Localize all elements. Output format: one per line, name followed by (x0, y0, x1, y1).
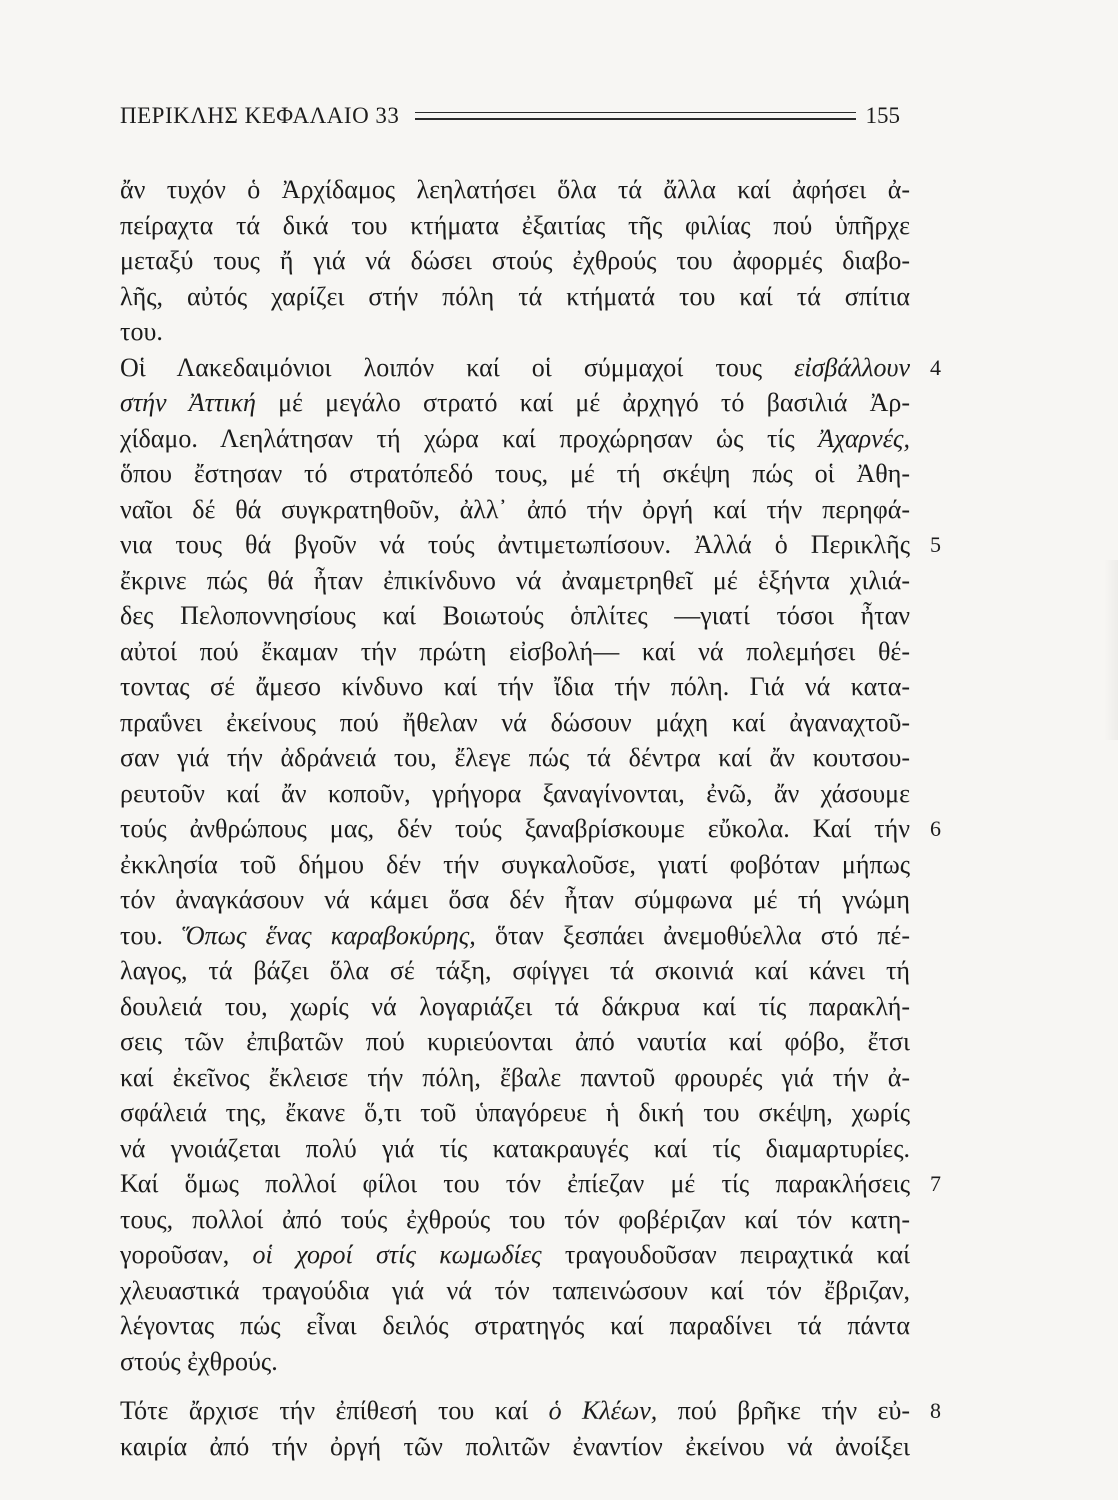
italic-phrase: οἱ χοροί στίς κωμωδίες (252, 1240, 542, 1269)
text-run: ὅπου ἔστησαν τό στρατόπεδό τους, μέ τή σκέψη πώς οἱ Ἀθη- (120, 459, 910, 488)
text-line (120, 1024, 910, 1060)
text-run: του. (120, 920, 182, 950)
text-run: σεις τῶν ἐπιβατῶν πού κυριεύονται ἀπό ναυτία καί φόβο, ἔτσι (120, 1027, 910, 1056)
italic-phrase: Ἀχαρνές, (818, 423, 910, 453)
text-line (120, 1273, 910, 1309)
body-text (120, 172, 941, 1464)
text-run: δες Πελοποννησίους καί Βοιωτούς ὁπλίτες —γιατί τόσοι ἦταν (120, 601, 910, 630)
text-run: νια τους θά βγοῦν νά τούς ἀντιμετωπίσουν. Ἀλλά ὁ Περικλῆς (120, 530, 910, 559)
text-run: τους, πολλοί ἀπό τούς ἐχθρούς του τόν φοβέριζαν καί τόν κατη- (120, 1204, 910, 1234)
text-run: ναῖοι δέ θά συγκρατηθοῦν, ἀλλ᾽ ἀπό τήν ὀργή καί τήν περηφά- (120, 494, 910, 524)
text-line (120, 421, 910, 457)
text-run: τραγουδοῦσαν πειραχτικά καί (541, 1240, 911, 1269)
text-line (120, 1166, 941, 1202)
text-line (120, 527, 941, 563)
text-run: ἔκρινε πώς θά ἦταν ἐπικίνδυνο νά ἀναμετρηθεῖ μέ ἑξήντα χιλιά- (120, 565, 910, 595)
header-rule (415, 112, 855, 120)
text-line (120, 1344, 910, 1380)
text-line (120, 740, 910, 776)
text-run: πείραχτα τά δικά του κτήματα ἐξαιτίας τῆς φιλίας πού ὑπῆρχε (120, 210, 910, 240)
text-run: καί ἐκεῖνος ἔκλεισε τήν πόλη, ἔβαλε παντοῦ φρουρές γιά τήν ἀ- (120, 1062, 910, 1092)
text-run: του. (120, 317, 163, 346)
text-run: χλευαστικά τραγούδια γιά νά τόν ταπεινώσουν καί τόν ἔβριζαν, (120, 1275, 910, 1305)
italic-phrase: εἰσβάλλουν (794, 352, 910, 382)
text-run: αὐτοί πού ἔκαμαν τήν πρώτη εἰσβολή— καί νά πολεμήσει θέ- (120, 636, 910, 666)
text-line (120, 1131, 910, 1167)
text-run: Καί ὅμως πολλοί φίλοι του τόν ἐπίεζαν μέ τίς παρακλήσεις (120, 1169, 910, 1198)
section-number: 7 (930, 1171, 941, 1196)
text-run: γοροῦσαν, (120, 1240, 253, 1269)
text-line (120, 243, 910, 279)
text-line (120, 1393, 941, 1429)
text-line (120, 918, 910, 954)
text-line (120, 953, 910, 989)
text-line (120, 1095, 910, 1131)
text-run: ἄν τυχόν ὁ Ἀρχίδαμος λεηλατήσει ὅλα τά ἄλλα καί ἀφήσει ἀ- (120, 175, 910, 204)
text-line (120, 279, 910, 315)
text-run: ἐκκλησία τοῦ δήμου δέν τήν συγκαλοῦσε, γιατί φοβόταν μήπως (120, 849, 910, 879)
text-run: στούς ἐχθρούς. (120, 1346, 278, 1376)
text-run: Τότε ἄρχισε τήν ἐπίθεσή του καί (120, 1396, 549, 1425)
text-line (120, 989, 910, 1025)
section-number: 4 (930, 354, 941, 380)
text-run: τούς ἀνθρώπους μας, δέν τούς ξαναβρίσκουμε εὔκολα. Καί τήν (120, 814, 910, 843)
page-number: 155 (865, 103, 900, 128)
text-run: νά γνοιάζεται πολύ γιά τίς κατακραυγές καί τίς διαμαρτυρίες. (120, 1133, 910, 1163)
text-line (120, 811, 941, 847)
text-run: ὅταν ξεσπάει ἀνεμοθύελλα στό πέ- (475, 920, 910, 950)
text-line (120, 634, 910, 670)
text-run: πραΰνει ἐκείνους πού ἤθελαν νά δώσουν μάχη καί ἀγαναχτοῦ- (120, 707, 910, 737)
section-number: 8 (930, 1398, 941, 1423)
running-header (120, 98, 900, 134)
text-run: σαν γιά τήν ἀδράνειά του, ἔλεγε πώς τά δέντρα καί ἄν κουτσου- (120, 743, 910, 772)
text-line (120, 172, 910, 208)
text-run: τοντας σέ ἄμεσο κίνδυνο καί τήν ἴδια τήν πόλη. Γιά νά κατα- (120, 672, 910, 701)
section-number: 5 (930, 532, 941, 557)
text-line (120, 208, 910, 244)
text-line (120, 1308, 910, 1344)
text-line (120, 847, 910, 883)
text-line (120, 314, 910, 350)
page-edge-shadow (1104, 560, 1118, 740)
text-run: μεταξύ τους ἤ γιά νά δώσει στούς ἐχθρούς του ἀφορμές διαβο- (120, 246, 910, 275)
text-line (120, 669, 910, 705)
text-line (120, 598, 910, 634)
italic-phrase: ὁ Κλέων, (548, 1396, 658, 1425)
text-run: λέγοντας πώς εἶναι δειλός στρατηγός καί παραδίνει τά πάντα (120, 1311, 910, 1340)
text-run: λῆς, αὐτός χαρίζει στήν πόλη τά κτήματά του καί τά σπίτια (120, 281, 910, 311)
text-line (120, 385, 910, 421)
text-line (120, 882, 910, 918)
text-line (120, 350, 941, 386)
text-line (120, 563, 910, 599)
text-line (120, 1429, 910, 1465)
text-run: ρευτοῦν καί ἄν κοποῦν, γρήγορα ξαναγίνονται, ἐνῶ, ἄν χάσουμε (120, 778, 910, 808)
text-run: καιρία ἀπό τήν ὀργή τῶν πολιτῶν ἐναντίον ἐκείνου νά ἀνοίξει (120, 1431, 910, 1461)
text-line (120, 456, 910, 492)
text-run: λαγος, τά βάζει ὅλα σέ τάξη, σφίγγει τά σκοινιά καί κάνει τή (120, 956, 910, 985)
text-run: μέ μεγάλο στρατό καί μέ ἀρχηγό τό βασιλιά Ἀρ- (255, 388, 910, 417)
text-line (120, 1202, 910, 1238)
italic-phrase: Ὅπως ἕνας καραβοκύρης, (181, 920, 476, 950)
text-line (120, 1060, 910, 1096)
text-run: χίδαμο. Λεηλάτησαν τή χώρα καί προχώρησαν ὡς τίς (120, 423, 819, 453)
text-line (120, 705, 910, 741)
italic-phrase: στήν Ἀττική (120, 388, 256, 417)
section-number: 6 (930, 816, 941, 841)
running-title: ΠΕΡΙΚΛΗΣ ΚΕΦΑΛΑΙΟ 33 (120, 103, 400, 128)
text-run: δουλειά του, χωρίς νά λογαριάζει τά δάκρυα καί τίς παρακλή- (120, 991, 910, 1021)
text-run: Οἱ Λακεδαιμόνιοι λοιπόν καί οἱ σύμμαχοί τους (120, 352, 795, 382)
text-run: σφάλειά της, ἔκανε ὅ,τι τοῦ ὑπαγόρευε ἡ δική του σκέψη, χωρίς (120, 1098, 910, 1127)
text-run: πού βρῆκε τήν εὐ- (657, 1396, 910, 1425)
text-run: τόν ἀναγκάσουν νά κάμει ὅσα δέν ἦταν σύμφωνα μέ τή γνώμη (120, 885, 910, 914)
text-line (120, 492, 910, 528)
text-line (120, 776, 910, 812)
text-line (120, 1237, 910, 1273)
